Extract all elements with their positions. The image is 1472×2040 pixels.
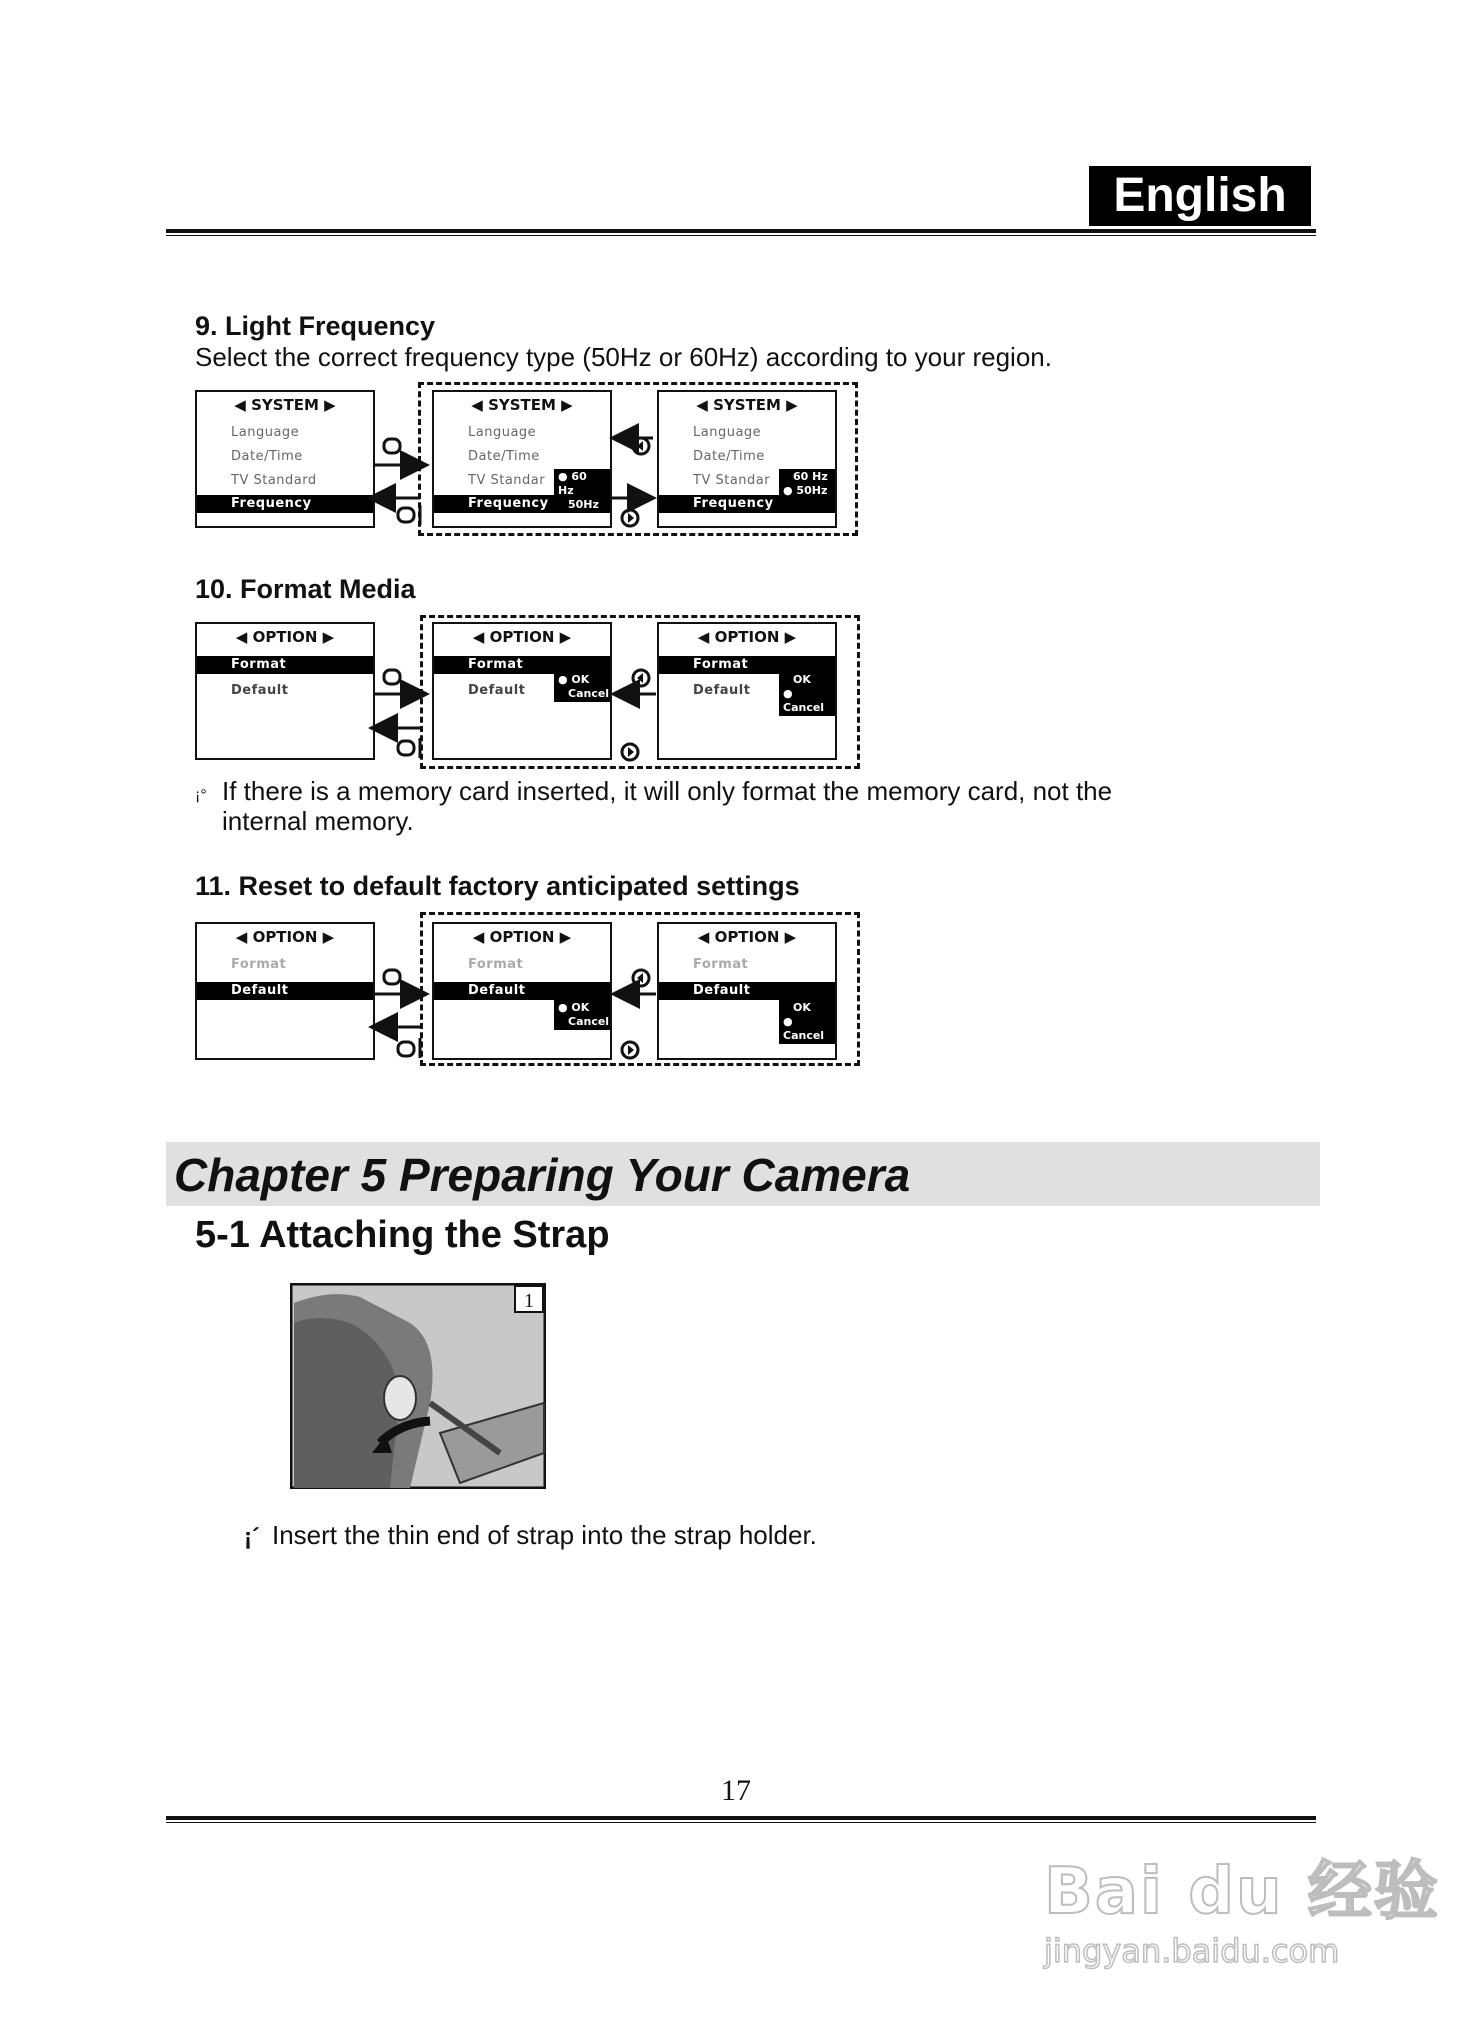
panel-title: SYSTEM <box>251 396 319 414</box>
footer-rule <box>166 1816 1316 1820</box>
panel-title: OPTION <box>489 628 555 646</box>
footer-rule-thin <box>166 1822 1316 1823</box>
note-marker: ¡° <box>195 787 207 804</box>
section9-panel-1: ◀ SYSTEM ▶ Language Date/Time TV Standard Frequency <box>195 390 375 528</box>
menu-item-default: Default <box>434 982 610 1000</box>
menu-item-format: Format <box>197 656 373 674</box>
section9-panel-3: ◀ SYSTEM ▶ Language Date/Time TV Standar Frequency 60 Hz ● 50Hz <box>657 390 837 528</box>
section11-panel-2: ◀ OPTION ▶ Format Default ● OK Cancel <box>432 922 612 1060</box>
step-marker: ¡´ <box>244 1524 260 1551</box>
step-text: Insert the thin end of strap into the strap holder. <box>272 1520 817 1550</box>
menu-item-tv-standard: TV Standard <box>231 473 317 488</box>
page-number: 17 <box>721 1774 751 1807</box>
section10-heading: 10. Format Media <box>195 574 416 604</box>
section9-panel-2: ◀ SYSTEM ▶ Language Date/Time TV Standar Frequency ● 60 Hz 50Hz <box>432 390 612 528</box>
section10-panel-1: ◀ OPTION ▶ Format Default <box>195 622 375 760</box>
watermark-brand: Bai du 经验 <box>1044 1855 1440 1929</box>
menu-item-frequency: Frequency <box>659 495 835 513</box>
panel-title: OPTION <box>489 928 555 946</box>
panel-title: OPTION <box>252 628 318 646</box>
section11-panel-1: ◀ OPTION ▶ Format Default <box>195 922 375 1060</box>
menu-item-frequency: Frequency <box>434 495 610 513</box>
row9-arrows <box>372 438 653 526</box>
menu-item-format: Format <box>693 957 749 972</box>
menu-button-icon <box>398 741 414 755</box>
menu-item-format: Format <box>468 957 524 972</box>
section10-note: If there is a memory card inserted, it will only format the memory card, not the <box>222 776 1113 806</box>
popup-option-ok: OK <box>793 673 811 686</box>
popup-option-ok: OK <box>793 1001 811 1014</box>
row11-arrows <box>374 970 656 1058</box>
menu-item-default: Default <box>659 982 835 1000</box>
panel-title: OPTION <box>714 928 780 946</box>
popup-option-50hz: ● 50Hz <box>783 484 828 497</box>
menu-button-icon <box>398 1042 414 1056</box>
panel-title: SYSTEM <box>713 396 781 414</box>
watermark-url: jingyan.baidu.com <box>1044 1932 1340 1970</box>
popup-option-50hz: 50Hz <box>568 498 599 511</box>
panel-title: OPTION <box>252 928 318 946</box>
menu-item-tv-standard: TV Standar <box>468 473 546 488</box>
section9-heading: 9. Light Frequency <box>195 311 436 341</box>
ok-button-icon <box>384 670 400 684</box>
menu-item-default: Default <box>197 982 373 1000</box>
figure-number: 1 <box>524 1290 534 1312</box>
subsection-title: 5-1 Attaching the Strap <box>195 1214 610 1256</box>
menu-item-format: Format <box>659 656 835 674</box>
menu-item-datetime: Date/Time <box>231 449 303 464</box>
language-badge: English <box>1089 166 1311 226</box>
chapter-title: Chapter 5 Preparing Your Camera <box>174 1149 911 1201</box>
popup-option-60hz: ● 60 Hz <box>558 470 587 497</box>
menu-item-datetime: Date/Time <box>693 449 765 464</box>
menu-item-format: Format <box>231 957 287 972</box>
panel-title: OPTION <box>714 628 780 646</box>
menu-item-frequency: Frequency <box>197 495 373 513</box>
popup-option-cancel: Cancel <box>568 687 610 700</box>
section10-panel-3: ◀ OPTION ▶ Format Default OK ● Cancel <box>657 622 837 760</box>
section9-description: Select the correct frequency type (50Hz or 60Hz) according to your region. <box>195 342 1052 372</box>
strap-illustration <box>290 1283 546 1489</box>
popup-option-ok: ● OK <box>558 673 590 686</box>
menu-item-format: Format <box>434 656 610 674</box>
menu-item-tv-standard: TV Standar <box>693 473 771 488</box>
section11-heading: 11. Reset to default factory anticipated settings <box>195 871 800 901</box>
panel-title: SYSTEM <box>488 396 556 414</box>
section10-panel-2: ◀ OPTION ▶ Format Default ● OK Cancel <box>432 622 612 760</box>
section10-note-cont: internal memory. <box>222 806 414 836</box>
popup-option-60hz: 60 Hz <box>793 470 828 483</box>
baidu-watermark <box>1044 1840 1440 1970</box>
popup-option-cancel: ● Cancel <box>783 687 825 714</box>
menu-item-language: Language <box>468 425 537 440</box>
menu-button-icon <box>398 508 414 522</box>
popup-option-cancel: Cancel <box>568 1015 610 1028</box>
menu-item-datetime: Date/Time <box>468 449 540 464</box>
ok-button-icon <box>384 970 400 984</box>
section11-panel-3: ◀ OPTION ▶ Format Default OK ● Cancel <box>657 922 837 1060</box>
menu-item-language: Language <box>231 425 300 440</box>
popup-option-cancel: ● Cancel <box>783 1015 825 1042</box>
ok-button-icon <box>384 439 400 453</box>
menu-item-default: Default <box>468 683 526 698</box>
row10-arrows <box>374 670 656 760</box>
popup-option-ok: ● OK <box>558 1001 590 1014</box>
menu-item-default: Default <box>231 683 289 698</box>
menu-item-language: Language <box>693 425 762 440</box>
menu-item-default: Default <box>693 683 751 698</box>
